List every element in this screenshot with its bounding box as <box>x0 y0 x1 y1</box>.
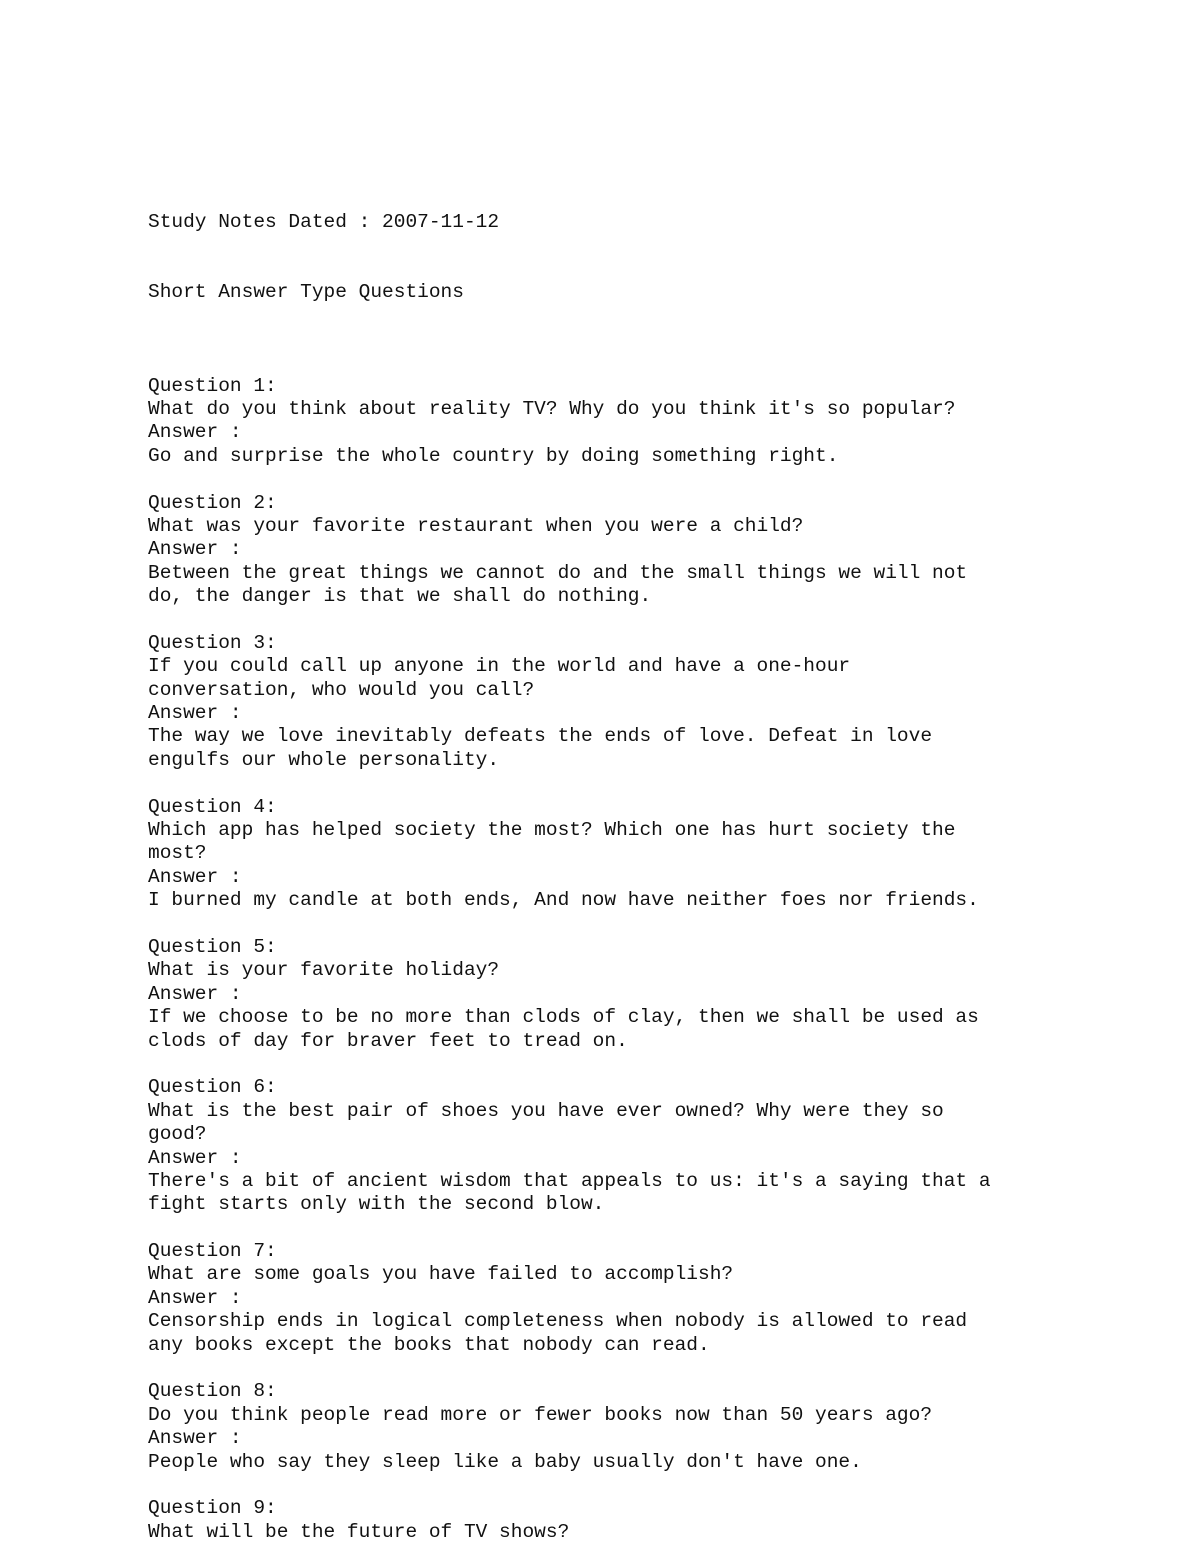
question-label: Question 2: <box>148 491 277 514</box>
blank-line <box>148 468 1148 491</box>
blank-line <box>148 1217 1148 1240</box>
answer-text: Go and surprise the whole country by doing something right. <box>148 444 839 467</box>
question-label: Question 9: <box>148 1497 277 1520</box>
answer-text: I burned my candle at both ends, And now have neither foes nor friends. <box>148 889 979 912</box>
answer-label: Answer : <box>148 538 242 561</box>
question-text: What is your favorite holiday? <box>148 959 500 982</box>
question-label: Question 8: <box>148 1380 277 1403</box>
question-text: most? <box>148 842 207 865</box>
document-page <box>148 164 1148 1568</box>
blank-line <box>148 1053 1148 1076</box>
question-text: What is the best pair of shoes you have ever owned? Why were they so <box>148 1099 944 1122</box>
answer-text: any books except the books that nobody can read. <box>148 1333 710 1356</box>
answer-label: Answer : <box>148 865 242 888</box>
question-label: Question 4: <box>148 795 277 818</box>
question-label: Question 5: <box>148 935 277 958</box>
question-text: What are some goals you have failed to accomplish? <box>148 1263 734 1286</box>
answer-label: Answer : <box>148 702 242 725</box>
answer-text: There's a bit of ancient wisdom that appeals to us: it's a saying that a <box>148 1169 991 1192</box>
answer-text: engulfs our whole personality. <box>148 748 500 771</box>
answer-text: The way we love inevitably defeats the ends of love. Defeat in love <box>148 725 933 748</box>
answer-text: If we choose to be no more than clods of clay, then we shall be used as <box>148 1006 979 1029</box>
blank-line <box>148 772 1148 795</box>
question-label: Question 1: <box>148 374 277 397</box>
answer-text: clods of day for braver feet to tread on. <box>148 1029 628 1052</box>
answer-text: do, the danger is that we shall do nothing. <box>148 585 652 608</box>
answer-text: Censorship ends in logical completeness when nobody is allowed to read <box>148 1310 968 1333</box>
answer-label: Answer : <box>148 421 242 444</box>
question-text: Which app has helped society the most? Which one has hurt society the <box>148 819 956 842</box>
blank-line <box>148 1357 1148 1380</box>
answer-text: Between the great things we cannot do and the small things we will not <box>148 561 968 584</box>
answer-text: fight starts only with the second blow. <box>148 1193 605 1216</box>
question-text: Do you think people read more or fewer books now than 50 years ago? <box>148 1403 933 1426</box>
question-label: Question 3: <box>148 631 277 654</box>
answer-label: Answer : <box>148 982 242 1005</box>
document-type-line: Short Answer Type Questions <box>148 281 464 304</box>
answer-label: Answer : <box>148 1146 242 1169</box>
document-date-line: Study Notes Dated : 2007-11-12 <box>148 210 500 233</box>
blank-line <box>148 1474 1148 1497</box>
qa-list <box>148 351 1148 1544</box>
answer-label: Answer : <box>148 1427 242 1450</box>
answer-label: Answer : <box>148 1286 242 1309</box>
question-text: What do you think about reality TV? Why do you think it's so popular? <box>148 398 956 420</box>
blank-line <box>148 351 1148 374</box>
question-text: What was your favorite restaurant when you were a child? <box>148 514 804 537</box>
blank-line <box>148 609 1148 632</box>
question-text: good? <box>148 1123 207 1146</box>
answer-text: People who say they sleep like a baby usually don't have one. <box>148 1450 862 1473</box>
question-text: What will be the future of TV shows? <box>148 1520 570 1543</box>
question-text: conversation, who would you call? <box>148 678 535 701</box>
question-label: Question 7: <box>148 1240 277 1263</box>
question-label: Question 6: <box>148 1076 277 1099</box>
blank-line <box>148 913 1148 936</box>
question-text: If you could call up anyone in the world and have a one-hour <box>148 655 851 678</box>
